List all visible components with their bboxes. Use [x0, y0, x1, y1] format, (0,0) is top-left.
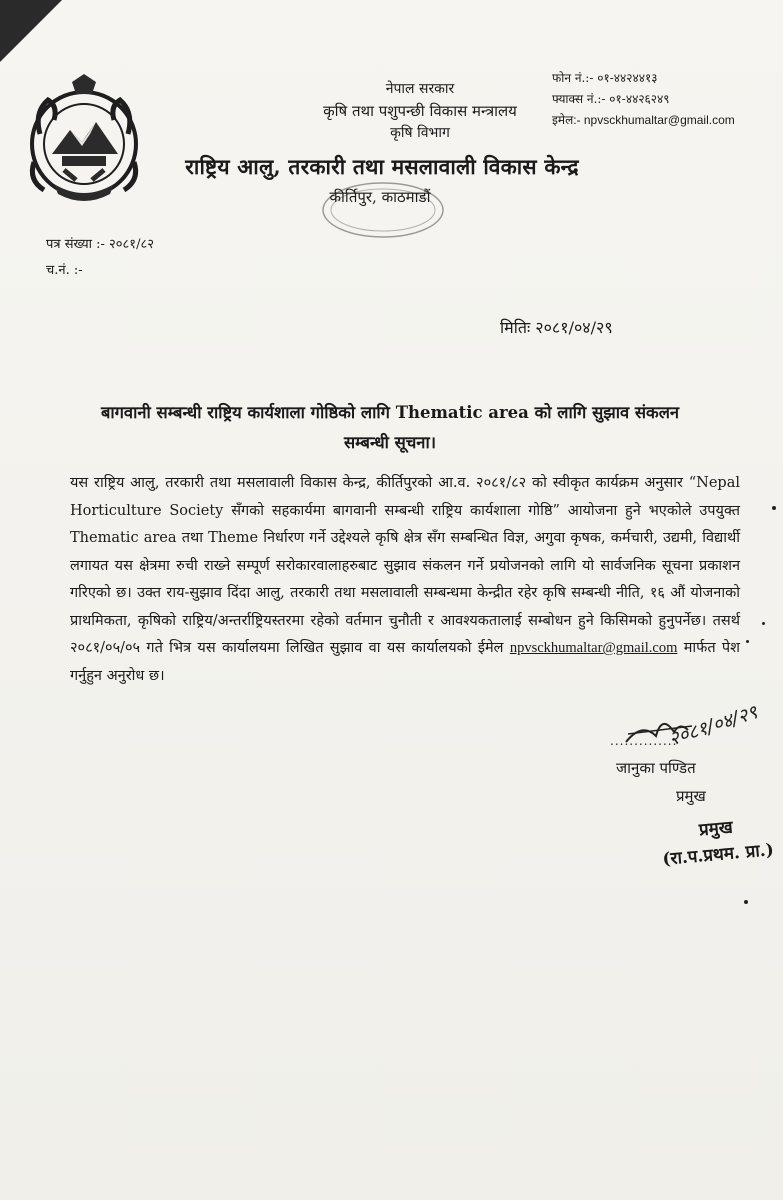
centre-name: राष्ट्रिय आलु, तरकारी तथा मसलावाली विकास केन्द्र	[185, 154, 579, 179]
subject-line-1: बागवानी सम्बन्धी राष्ट्रिय कार्यशाला गोष्ठिको लागि Thematic area को लागि सुझाव संकलन	[100, 403, 680, 422]
chief-stamp-line-2: (रा.प.प्रथम. प्रा.)	[661, 840, 775, 870]
notice-body	[70, 470, 740, 690]
contact-block	[552, 68, 777, 131]
notice-body-text: यस राष्ट्रिय आलु, तरकारी तथा मसलावाली विकास केन्द्र, कीर्तिपुरको आ.व. २०८१/८२ को स्वीकृत कार्यक्रम अनुसार “Nepal Horticulture Society सँगको सहकार्यमा बागवानी सम्बन्धी राष्ट्रिय कार्यशाला गोष्ठि” आयोजना हुने भएकोले उपयुक्त Thematic area तथा Theme निर्धारण गर्ने उद्देश्यले कृषि क्षेत्र सँग सम्बन्धित विज्ञ, अगुवा कृषक, कर्मचारी, उद्यमी, विद्यार्थी लगायत यस क्षेत्रमा रुची राख्ने सम्पूर्ण सरोकारवालाहरुबाट सुझाव संकलन गर्ने प्रयोजनको लागि यो सार्वजनिक सूचना प्रकाशन गरिएको छ। उक्त राय-सुझाव दिंदा आलु, तरकारी तथा मसलावाली सम्बन्धमा केन्द्रीत रहेर कृषि सम्बन्धी नीति, १६ औं योजनाको प्राथमिकता, कृषिको राष्ट्रिय/अन्तर्राष्ट्रियस्तरमा रहेको वर्तमान चुनौती र आवश्यकतालाई सम्बोधन हुने किसिमको हुनुपर्नेछ। तसर्थ २०८१/०५/०५ गते भित्र यस कार्यालयमा लिखित सुझाव वा यस कार्यालयको ईमेल	[70, 475, 740, 656]
handwritten-date: २०८१/०४/२९	[666, 701, 761, 751]
chief-stamp	[650, 810, 783, 873]
department-name: कृषि विभाग	[390, 125, 450, 141]
letter-number: पत्र संख्या :- २०८१/८२	[46, 237, 154, 252]
dispatch-number: च.नं. :-	[46, 263, 83, 278]
ink-speck	[746, 640, 749, 643]
signatory-title: प्रमुख	[676, 787, 706, 805]
subject-line-2: सम्बन्धी सूचना।	[344, 433, 436, 452]
phone-number: फोन नं.:- ०१-४४२४४१३	[552, 71, 658, 85]
reference-block	[46, 232, 154, 284]
chief-stamp-line-1: प्रमुख	[698, 817, 734, 841]
ministry-name: कृषि तथा पशुपन्छी विकास मन्त्रालय	[323, 102, 517, 120]
government-name: नेपाल सरकार	[385, 81, 455, 97]
letter-date: मितिः २०८१/०४/२९	[500, 318, 613, 337]
fax-number: फ्याक्स नं.:- ०१-४४२६२४९	[552, 92, 670, 106]
ink-speck	[744, 900, 748, 904]
ink-speck	[772, 506, 776, 510]
notice-email-link[interactable]: npvsckhumaltar@gmail.com	[509, 640, 678, 656]
notice-body-tail: मार्फत पेश गर्नुहुन अनुरोध छ।	[70, 640, 741, 684]
subject-heading	[40, 398, 740, 458]
signatory-name: जानुका पण्डित	[616, 759, 696, 777]
signature-line: ..............	[610, 734, 678, 748]
office-location: कीर्तिपुर, काठमाडौं	[329, 188, 431, 206]
folded-corner	[0, 0, 62, 62]
contact-email: इमेल:- npvsckhumaltar@gmail.com	[552, 113, 735, 127]
nepal-emblem-icon	[14, 72, 154, 212]
ink-speck	[762, 622, 765, 625]
